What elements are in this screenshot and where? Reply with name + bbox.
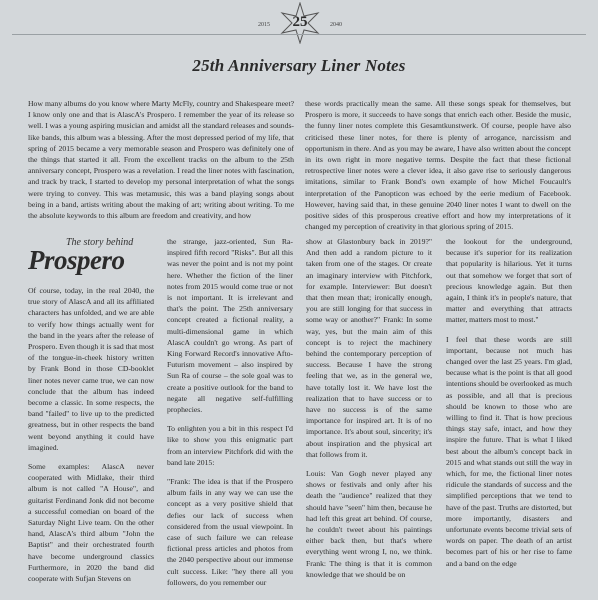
intro-right-paragraph: these words practically mean the same. All these songs speak for themselves, but Prospero is more, it succeeds to have songs that enrich each other. Beside the music, the funny liner notes complete this Gesamtkunstwerk. Of course, people have also criticised these liner notes, for there is plenty of arrogance, narcissism and opportunism in there. And as you may be aware, I have also written about the concept in its own right in more negative terms. Despite the fact that these fictional retrospective liner notes were a clever idea, it also gave rise to seriously dangerous imitations, similar to Frank Bond's own example of how Michel Foucault's interpretation of the Panopticon was echoed by the eerie medium of Facebook. However, having said that, in these genuine 2040 liner notes I want to dwell on the positive sides of this prosperous creative effort and how my interpretations of it changed my perception of creativity in that glorious spring of 2015. — [305, 99, 571, 232]
paragraph: "Frank: The idea is that if the Prospero album fails in any way we can use the concept as a very positive shield that defies our lack of success when considered from the usual viewpoint. In case of such failure we can release fictional press articles and photos from the 2040 perspective about our immense cult success. Like: "hey there all you followers, do you remember our — [167, 477, 293, 587]
story-heading-big: Prospero — [28, 245, 125, 275]
paragraph: To enlighten you a bit in this respect I'd like to show you this enigmatic part from an interview Pitchfork did with the band late 2015: — [167, 424, 293, 467]
paragraph: the lookout for the underground, because it's superior for its realization that popularity is hilarious. Yet it turns out that somehow we forget that sort of precious knowledge again. But then again, I think it's in people's nature, that matter and everything that attracts matter, matters most to most." — [446, 237, 572, 325]
story-heading-small: The story behind — [66, 237, 134, 248]
story-heading — [28, 237, 158, 279]
paragraph: the strange, jazz-oriented, Sun Ra-inspired fifth record "Risks". But all this was never the point and is not my point here. Whether the fiction of the liner notes from 2015 would come true or not is not important. It is irrelevant and that's the point. The 25th anniversary concept created a fictional reality, a multi-dimensional game in which AlascA couldn't go wrong. As part of King Forward Record's innovative Afto-Futurism movement – also inspired by Sun Ra of course – the sole goal was to create a positive outlook for the band to negate all negative self-fulfilling prophecies. — [167, 237, 293, 415]
paragraph: Louis: Van Gogh never played any shows or festivals and only after his death the "audience" realized that they should have "seen" him then, because he had left this great art behind. Of course, he couldn't tweet about his paintings either back then, but that's where everything went wrong I, no, we think. Frank: The thing is that it is common knowledge that we should be on — [306, 469, 432, 579]
badge-year-right: 2040 — [330, 22, 342, 28]
paragraph: Some examples: AlascA never cooperated with Midlake, their third album is not called "A House", and guitarist Ferdinand Jonk did not become a successful comedian on board of the Saturday Night Live team. On the other hand, AlascA's third album "John the Baptist" and their orchestrated fourth have become underground classics Furthermore, in 2020 the band did cooperate with Sufjan Stevens on — [28, 462, 154, 584]
column-3 — [306, 236, 432, 588]
paragraph: show at Glastonbury back in 2019?" And then add a random picture to it taken from one of the stages. Or create an imaginary interview with Pitchfork, for example. Interviewer: But doesn't that then mean that; ironically enough, you are still longing for that success in some way or another?" Frank: In some way, yes, but the main aim of this concept is to reject the machinery behind the contemporary perception of success. Because I have the strong feeling that we, as in the general we, have totally lost it. We have lost the realization that to have success or to have no success is of the same importance for inspired art. It is of no importance. It's about soul, sincerity; it's about inspiration and the physical art that follows from it. — [306, 237, 432, 459]
column-4 — [446, 236, 572, 577]
column-2 — [167, 236, 293, 596]
column-1 — [28, 285, 154, 592]
page-title: 25th Anniversary Liner Notes — [192, 56, 406, 75]
paragraph: Of course, today, in the real 2040, the true story of AlascA and all its affiliated characters has unfolded, and we are able to verify how things actually went for the band in the years after the release of Prospero. Even though it is sad that most of the tongue-in-cheek history written by Frank Bond in those CD-booklet liner notes never came true, we can now conclude that the album has indeed become a classic. In some respects, the band "failed" to live up to the predicted greatness, but in other respects the band went beyond anything it could have imagined. — [28, 286, 154, 452]
badge-year-left: 2015 — [258, 22, 270, 28]
header-divider — [12, 34, 586, 35]
star-icon — [278, 2, 322, 44]
badge-number: 25 — [292, 14, 308, 30]
paragraph: I feel that these words are still important, because not much has changed over the last 25 years. I'm glad, because what is the point is that all good intentions should be overlooked as much as possible, and all that is precious should be known to those who are willing to find it. That is how precious things stay safe, intact, and how they inspire the future. That is what I liked best about the album's concept back in 2015 and what stands out still the way in which, for me, the fictional liner notes ridicule the standards of success and the simplified perceptions that we tend to have of the past. Truths are distorted, but more importantly, disasters and unfortunate events become trivial sets of words on paper. The death of an artist becomes part of his or her rise to fame and a band on the edge — [446, 334, 572, 568]
intro-left-paragraph: How many albums do you know where Marty McFly, country and Shakespeare meet? I know only one and that is AlascA's Prospero. I remember the year of its release so well. I was a young aspiring musician and amidst all the standard releases and sounds-like bands, this album was a blessing. After the most depressed period of my life, that spring of 2015 became a very memorable season and Prospero was definitely one of the things that started it all. From the excellent tracks on the album to the 25th anniversary concept, Prospero was a revelation. I read the liner notes with fascination, and track by track, I started to develop my personal interpretation of what the songs were trying to convey. This was metamusic, this was a band playing songs about being in a band, artists writing about the making of art; writing about writing. To me the absolute keywords to this album are freedom and creativity, and how — [28, 99, 294, 221]
anniversary-badge — [250, 2, 350, 46]
